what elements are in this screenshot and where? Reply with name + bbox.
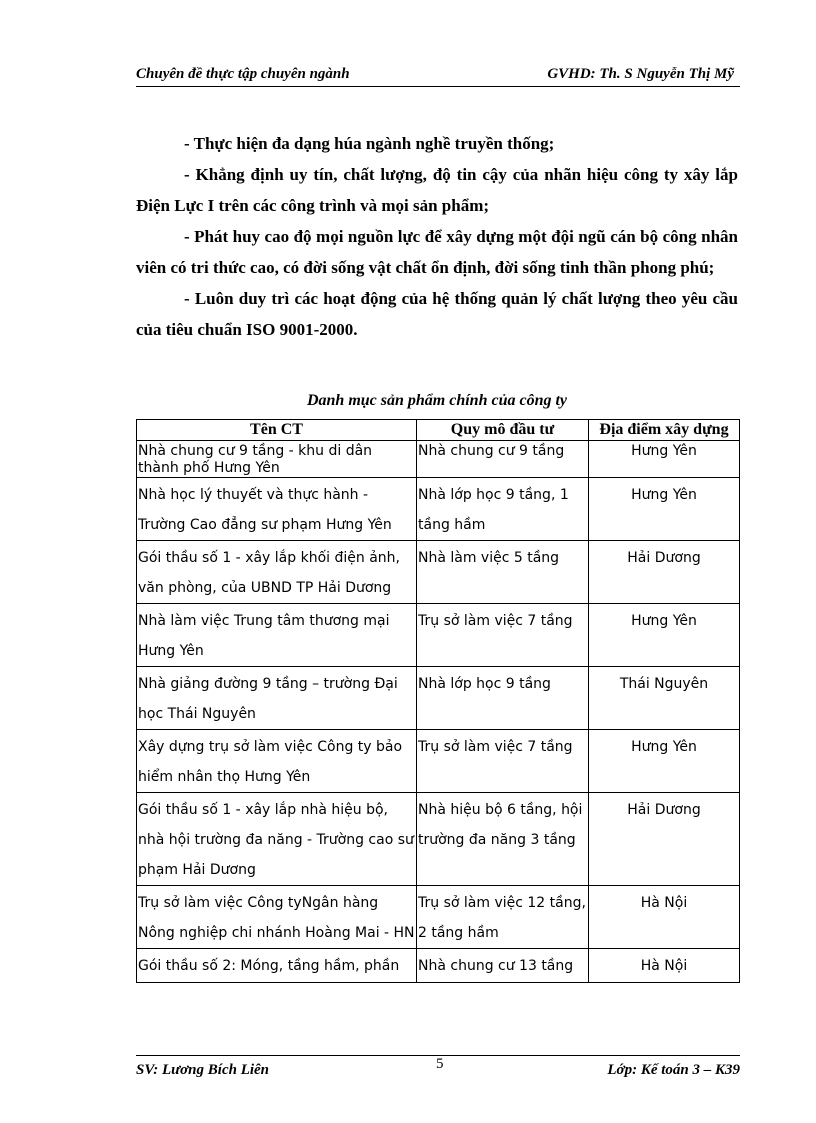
cell-project-name: Gói thầu số 1 - xây lắp nhà hiệu bộ, nhà hội trường đa năng - Trường cao sư phạm Hải Dương <box>137 793 417 886</box>
header-course-title: Chuyên đề thực tập chuyên ngành <box>136 66 350 82</box>
table-row <box>137 478 740 541</box>
cell-investment-scale: Trụ sở làm việc 12 tầng, 2 tầng hầm <box>417 886 589 949</box>
table-row <box>137 730 740 793</box>
paragraph-3: - Phát huy cao độ mọi nguồn lực để xây dựng một đội ngũ cán bộ công nhân viên có tri thức cao, có đời sống vật chất ổn định, đời sống tinh thần phong phú; <box>136 227 738 277</box>
cell-location: Hưng Yên <box>589 441 740 478</box>
cell-location: Thái Nguyên <box>589 667 740 730</box>
cell-investment-scale: Nhà chung cư 9 tầng <box>417 441 589 478</box>
cell-location: Hưng Yên <box>589 478 740 541</box>
page-number: 5 <box>436 1056 444 1072</box>
column-header-name: Tên CT <box>137 420 417 441</box>
paragraph-1: - Thực hiện đa dạng húa ngành nghề truyền thống; <box>184 134 555 153</box>
column-header-scale: Quy mô đầu tư <box>417 420 589 441</box>
cell-project-name: Nhà học lý thuyết và thực hành - Trường Cao đẳng sư phạm Hưng Yên <box>137 478 417 541</box>
footer-class: Lớp: Kế toán 3 – K39 <box>607 1062 740 1078</box>
cell-investment-scale: Trụ sở làm việc 7 tầng <box>417 604 589 667</box>
cell-location: Hưng Yên <box>589 604 740 667</box>
products-table <box>136 419 740 983</box>
page-footer <box>136 1055 740 1086</box>
table-row <box>137 949 740 983</box>
cell-project-name: Gói thầu số 1 - xây lắp khối điện ảnh, văn phòng, của UBND TP Hải Dương <box>137 541 417 604</box>
cell-location: Hà Nội <box>589 886 740 949</box>
paragraph-2: - Khẳng định uy tín, chất lượng, độ tin cậy của nhãn hiệu công ty xây lắp Điện Lực I trên các công trình và mọi sản phẩm; <box>136 165 738 215</box>
cell-investment-scale: Nhà chung cư 13 tầng <box>417 949 589 983</box>
cell-project-name: Nhà làm việc Trung tâm thương mại Hưng Yên <box>137 604 417 667</box>
cell-project-name: Trụ sở làm việc Công tyNgân hàng Nông nghiệp chi nhánh Hoàng Mai - HN <box>137 886 417 949</box>
table-title: Danh mục sản phẩm chính của công ty <box>306 392 568 409</box>
cell-project-name: Gói thầu số 2: Móng, tầng hầm, phần <box>137 949 417 983</box>
cell-project-name: Nhà chung cư 9 tầng - khu di dân thành phố Hưng Yên <box>137 441 417 478</box>
cell-location: Hưng Yên <box>589 730 740 793</box>
cell-location: Hà Nội <box>589 949 740 983</box>
cell-project-name: Xây dựng trụ sở làm việc Công ty bảo hiểm nhân thọ Hưng Yên <box>137 730 417 793</box>
table-row <box>137 441 740 478</box>
paragraph-4: - Luôn duy trì các hoạt động của hệ thống quản lý chất lượng theo yêu cầu của tiêu chuẩn ISO 9001-2000. <box>136 289 738 339</box>
column-header-location: Địa điểm xây dựng <box>589 420 740 441</box>
cell-investment-scale: Trụ sở làm việc 7 tầng <box>417 730 589 793</box>
body-text <box>136 128 738 345</box>
footer-student: SV: Lương Bích Liên <box>136 1062 270 1078</box>
cell-project-name: Nhà giảng đường 9 tầng – trường Đại học Thái Nguyên <box>137 667 417 730</box>
table-row <box>137 541 740 604</box>
cell-investment-scale: Nhà làm việc 5 tầng <box>417 541 589 604</box>
table-row <box>137 604 740 667</box>
table-row <box>137 667 740 730</box>
cell-location: Hải Dương <box>589 541 740 604</box>
table-row <box>137 886 740 949</box>
table-row <box>137 793 740 886</box>
header-supervisor: GVHD: Th. S Nguyễn Thị Mỹ <box>547 66 734 82</box>
table-header-row <box>137 420 740 441</box>
page-header <box>136 64 740 87</box>
cell-location: Hải Dương <box>589 793 740 886</box>
cell-investment-scale: Nhà lớp học 9 tầng, 1 tầng hầm <box>417 478 589 541</box>
cell-investment-scale: Nhà hiệu bộ 6 tầng, hội trường đa năng 3 tầng <box>417 793 589 886</box>
cell-investment-scale: Nhà lớp học 9 tầng <box>417 667 589 730</box>
